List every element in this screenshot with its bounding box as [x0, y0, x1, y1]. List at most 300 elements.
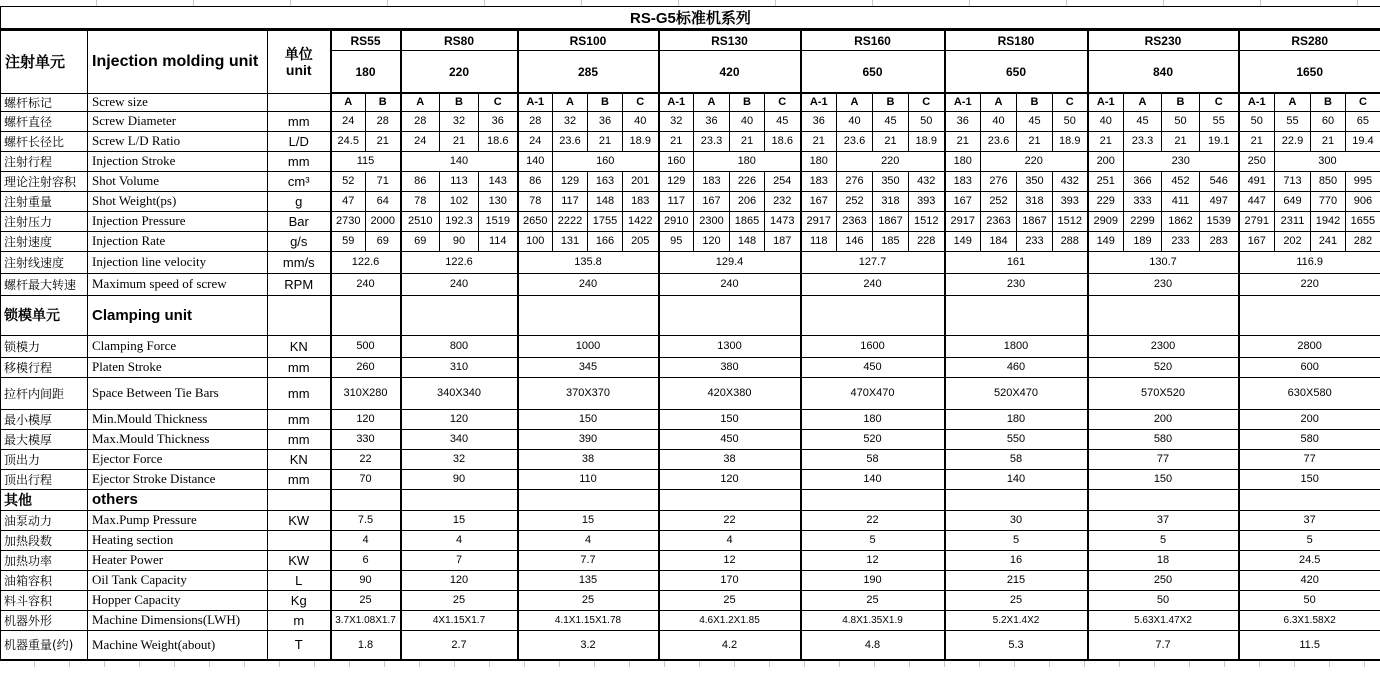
spec-cell: 166: [588, 231, 623, 251]
spec-cell: 135.8: [518, 251, 659, 273]
spec-cell: 1800: [945, 335, 1088, 357]
model-header: RS55: [331, 30, 401, 51]
spec-cell: 58: [945, 449, 1088, 469]
spec-cell: [1239, 489, 1380, 510]
row-unit: T: [268, 630, 331, 660]
row-label-en: Machine Weight(about): [88, 630, 268, 660]
section-injection-label-en: Injection molding unit: [88, 30, 268, 94]
row-unit: cm³: [268, 171, 331, 191]
spec-cell: 713: [1275, 171, 1311, 191]
spec-cell: 220: [1239, 273, 1380, 295]
row-unit: L: [268, 570, 331, 590]
spec-cell: 150: [1239, 469, 1380, 489]
row-unit: [268, 489, 331, 510]
spec-cell: 23.3: [694, 131, 730, 151]
spec-cell: A: [837, 93, 873, 111]
spec-cell: 2300: [694, 211, 730, 231]
spec-cell: 120: [659, 469, 801, 489]
spec-cell: [1088, 489, 1239, 510]
spec-cell: 420X380: [659, 377, 801, 409]
row-unit: mm: [268, 111, 331, 131]
row-oil-tank: [1, 570, 1380, 590]
spec-cell: 140: [801, 469, 945, 489]
row-label-cn: 移模行程: [1, 357, 88, 377]
spec-cell: 2800: [1239, 335, 1380, 357]
spec-cell: 114: [479, 231, 518, 251]
row-platen-stroke: [1, 357, 1380, 377]
spec-cell: 580: [1239, 429, 1380, 449]
spec-cell: 1512: [1053, 211, 1088, 231]
spec-cell: 21: [945, 131, 981, 151]
row-label-cn: 螺杆长径比: [1, 131, 88, 151]
spec-cell: 129.4: [659, 251, 801, 273]
spec-cell: 45: [1124, 111, 1162, 131]
row-label-en: Min.Mould Thickness: [88, 409, 268, 429]
spec-cell: 102: [440, 191, 479, 211]
spec-cell: 115: [331, 151, 401, 171]
row-unit: mm: [268, 357, 331, 377]
spec-cell: 1.8: [331, 630, 401, 660]
spec-cell: 184: [981, 231, 1017, 251]
spec-cell: 18.6: [479, 131, 518, 151]
spec-cell: 2910: [659, 211, 694, 231]
model-header: RS280: [1239, 30, 1380, 51]
spec-cell: 47: [331, 191, 366, 211]
spec-cell: 58: [801, 449, 945, 469]
spec-cell: 240: [801, 273, 945, 295]
model-header: RS80: [401, 30, 518, 51]
spec-cell: 32: [440, 111, 479, 131]
spec-cell: [1088, 295, 1239, 335]
row-label-en: Clamping Force: [88, 335, 268, 357]
row-label-en: Injection Rate: [88, 231, 268, 251]
capacity-value: 1650: [1239, 51, 1380, 94]
spec-cell: 1422: [623, 211, 659, 231]
section-injection-label-cn: 注射单元: [1, 30, 88, 94]
spec-cell: 19.1: [1200, 131, 1239, 151]
spec-cell: 78: [518, 191, 553, 211]
spec-cell: 160: [553, 151, 659, 171]
row-label-cn: 理论注射容积: [1, 171, 88, 191]
spec-cell: 18.9: [909, 131, 945, 151]
spec-cell: 45: [765, 111, 801, 131]
spec-cell: 36: [801, 111, 837, 131]
spec-cell: 5: [1088, 530, 1239, 550]
spec-cell: A: [553, 93, 588, 111]
row-label-cn: 最大模厚: [1, 429, 88, 449]
spec-cell: 6: [331, 550, 401, 570]
spec-cell: 52: [331, 171, 366, 191]
spec-cell: 4.6X1.2X1.85: [659, 610, 801, 630]
spec-cell: 1519: [479, 211, 518, 231]
spec-cell: 447: [1239, 191, 1275, 211]
spec-cell: 460: [945, 357, 1088, 377]
spec-cell: B: [366, 93, 401, 111]
spec-cell: 1655: [1346, 211, 1380, 231]
spec-cell: 50: [1053, 111, 1088, 131]
spec-cell: 28: [518, 111, 553, 131]
spec-cell: 432: [1053, 171, 1088, 191]
row-label-en: Screw L/D Ratio: [88, 131, 268, 151]
row-label-en: Shot Weight(ps): [88, 191, 268, 211]
spec-cell: C: [1200, 93, 1239, 111]
spec-cell: B: [1162, 93, 1200, 111]
capacity-value: 650: [801, 51, 945, 94]
row-unit: g: [268, 191, 331, 211]
spec-cell: A-1: [1088, 93, 1124, 111]
spec-cell: 167: [945, 191, 981, 211]
spec-cell: 129: [659, 171, 694, 191]
spec-cell: 143: [479, 171, 518, 191]
row-unit: KN: [268, 449, 331, 469]
spec-cell: 183: [694, 171, 730, 191]
spec-cell: 50: [1239, 111, 1275, 131]
spec-cell: 5: [945, 530, 1088, 550]
spec-cell: 38: [518, 449, 659, 469]
unit-column-header-cn: 单位: [284, 45, 313, 62]
spec-cell: [518, 489, 659, 510]
spec-cell: 350: [1017, 171, 1053, 191]
spec-cell: 4.1X1.15X1.78: [518, 610, 659, 630]
spec-cell: 25: [659, 590, 801, 610]
spec-cell: 148: [730, 231, 765, 251]
spec-cell: 55: [1200, 111, 1239, 131]
spec-cell: 4.8X1.35X1.9: [801, 610, 945, 630]
row-injection-rate: [1, 231, 1380, 251]
spec-cell: 5.63X1.47X2: [1088, 610, 1239, 630]
spec-cell: 21: [588, 131, 623, 151]
spec-cell: 160: [659, 151, 694, 171]
spec-cell: 2363: [837, 211, 873, 231]
spec-cell: 78: [401, 191, 440, 211]
row-label-en: Screw Diameter: [88, 111, 268, 131]
spec-cell: 86: [518, 171, 553, 191]
spec-cell: 23.6: [837, 131, 873, 151]
spec-cell: 340: [401, 429, 518, 449]
spec-cell: 180: [801, 151, 837, 171]
spec-cell: 16: [945, 550, 1088, 570]
spec-cell: 50: [909, 111, 945, 131]
spec-cell: 470X470: [801, 377, 945, 409]
row-label-cn: 锁模力: [1, 335, 88, 357]
row-max-mould: [1, 429, 1380, 449]
row-label-en: Maximum speed of screw: [88, 273, 268, 295]
spec-cell: 283: [1200, 231, 1239, 251]
spec-cell: 86: [401, 171, 440, 191]
spec-cell: 2917: [801, 211, 837, 231]
spec-cell: 7.7: [1088, 630, 1239, 660]
spec-cell: 2650: [518, 211, 553, 231]
row-label-en: Machine Dimensions(LWH): [88, 610, 268, 630]
spec-cell: 215: [945, 570, 1088, 590]
spec-cell: A: [401, 93, 440, 111]
spec-cell: 220: [981, 151, 1088, 171]
row-screw-diameter: [1, 111, 1380, 131]
spec-cell: 25: [801, 590, 945, 610]
spec-cell: C: [909, 93, 945, 111]
spec-cell: A: [1275, 93, 1311, 111]
spec-cell: 630X580: [1239, 377, 1380, 409]
spec-cell: A: [981, 93, 1017, 111]
spec-cell: 241: [1311, 231, 1346, 251]
row-tie-bars: [1, 377, 1380, 409]
spec-cell: 21: [730, 131, 765, 151]
row-label-en: Heater Power: [88, 550, 268, 570]
spec-cell: 146: [837, 231, 873, 251]
spec-cell: 21: [440, 131, 479, 151]
row-ejector-force: [1, 449, 1380, 469]
spec-cell: 205: [623, 231, 659, 251]
spec-cell: 2222: [553, 211, 588, 231]
spec-cell: 276: [981, 171, 1017, 191]
row-screw-size: [1, 93, 1380, 111]
spec-cell: 21: [1162, 131, 1200, 151]
spec-cell: C: [1053, 93, 1088, 111]
spec-cell: 190: [801, 570, 945, 590]
spec-cell: 4: [659, 530, 801, 550]
capacity-value: 420: [659, 51, 801, 94]
spec-cell: 497: [1200, 191, 1239, 211]
spec-cell: 4: [518, 530, 659, 550]
row-unit: Kg: [268, 590, 331, 610]
spec-cell: 22: [801, 510, 945, 530]
spec-cell: C: [479, 93, 518, 111]
spec-cell: 254: [765, 171, 801, 191]
row-label-cn: 螺杆最大转速: [1, 273, 88, 295]
row-shot-weight: [1, 191, 1380, 211]
spec-cell: 520: [801, 429, 945, 449]
spec-cell: 140: [401, 151, 518, 171]
spec-cell: 50: [1088, 590, 1239, 610]
spec-cell: 113: [440, 171, 479, 191]
row-unit: mm: [268, 377, 331, 409]
spec-cell: 110: [518, 469, 659, 489]
spec-cell: A-1: [518, 93, 553, 111]
spec-cell: 288: [1053, 231, 1088, 251]
spec-cell: 118: [801, 231, 837, 251]
spec-cell: 7: [401, 550, 518, 570]
row-unit: mm: [268, 409, 331, 429]
spec-cell: 3.7X1.08X1.7: [331, 610, 401, 630]
spec-cell: 350: [873, 171, 909, 191]
spec-cell: 150: [659, 409, 801, 429]
row-unit: g/s: [268, 231, 331, 251]
spec-cell: B: [730, 93, 765, 111]
spec-cell: 23.3: [1124, 131, 1162, 151]
spec-cell: 30: [945, 510, 1088, 530]
spec-cell: 122.6: [401, 251, 518, 273]
spec-cell: 100: [518, 231, 553, 251]
spec-cell: 45: [1017, 111, 1053, 131]
spec-cell: 5: [1239, 530, 1380, 550]
spec-cell: 550: [945, 429, 1088, 449]
page-title: RS-G5标准机系列: [1, 7, 1380, 30]
spec-cell: 24: [401, 131, 440, 151]
spec-cell: 310: [401, 357, 518, 377]
row-label-cn: 注射压力: [1, 211, 88, 231]
spec-cell: 6.3X1.58X2: [1239, 610, 1380, 630]
spec-cell: 167: [694, 191, 730, 211]
spec-cell: 32: [401, 449, 518, 469]
row-unit: [268, 530, 331, 550]
spec-cell: 40: [730, 111, 765, 131]
spec-cell: 59: [331, 231, 366, 251]
row-max-screw-speed: [1, 273, 1380, 295]
spec-cell: 450: [801, 357, 945, 377]
spec-cell: [331, 489, 401, 510]
row-clamping-force: [1, 335, 1380, 357]
row-label-en: Screw size: [88, 93, 268, 111]
spec-cell: 185: [873, 231, 909, 251]
spec-cell: 3.2: [518, 630, 659, 660]
spec-cell: 4X1.15X1.7: [401, 610, 518, 630]
row-unit: Bar: [268, 211, 331, 231]
spec-cell: 70: [331, 469, 401, 489]
spec-cell: 200: [1088, 151, 1124, 171]
row-unit: mm: [268, 429, 331, 449]
row-ld-ratio: [1, 131, 1380, 151]
spec-cell: 122.6: [331, 251, 401, 273]
row-line-velocity: [1, 251, 1380, 273]
spec-cell: 330: [331, 429, 401, 449]
spec-cell: 192.3: [440, 211, 479, 231]
spec-cell: [401, 489, 518, 510]
row-label-en: Injection Stroke: [88, 151, 268, 171]
spec-cell: [331, 295, 401, 335]
capacity-value: 180: [331, 51, 401, 94]
row-label-en: Heating section: [88, 530, 268, 550]
row-label-en: Max.Mould Thickness: [88, 429, 268, 449]
row-unit: KW: [268, 550, 331, 570]
row-unit: mm: [268, 151, 331, 171]
row-machine-weight: [1, 630, 1380, 660]
row-label-en: Space Between Tie Bars: [88, 377, 268, 409]
spec-cell: 5.3: [945, 630, 1088, 660]
spec-cell: 120: [331, 409, 401, 429]
spec-cell: 40: [623, 111, 659, 131]
spec-cell: 393: [909, 191, 945, 211]
row-unit: mm/s: [268, 251, 331, 273]
spec-cell: 135: [518, 570, 659, 590]
spec-cell: 1867: [873, 211, 909, 231]
spec-cell: 300: [1275, 151, 1380, 171]
spec-cell: 5.2X1.4X2: [945, 610, 1088, 630]
row-label-cn: 最小模厚: [1, 409, 88, 429]
spec-cell: 520: [1088, 357, 1239, 377]
spec-cell: 37: [1239, 510, 1380, 530]
model-header-row: [1, 30, 1380, 51]
spec-cell: 282: [1346, 231, 1380, 251]
spec-cell: 187: [765, 231, 801, 251]
spec-cell: 2311: [1275, 211, 1311, 231]
spec-cell: 340X340: [401, 377, 518, 409]
spec-cell: 149: [1088, 231, 1124, 251]
spec-cell: 24: [331, 111, 366, 131]
row-injection-pressure: [1, 211, 1380, 231]
spec-cell: 1862: [1162, 211, 1200, 231]
spec-cell: 12: [801, 550, 945, 570]
row-min-mould: [1, 409, 1380, 429]
row-hopper: [1, 590, 1380, 610]
row-label-cn: 锁模单元: [1, 295, 88, 335]
spec-cell: 520X470: [945, 377, 1088, 409]
spec-cell: 370X370: [518, 377, 659, 409]
spec-cell: [659, 489, 801, 510]
row-label-cn: 油箱容积: [1, 570, 88, 590]
row-pump-pressure: [1, 510, 1380, 530]
spec-cell: 170: [659, 570, 801, 590]
spec-cell: 411: [1162, 191, 1200, 211]
row-label-cn: 顶出行程: [1, 469, 88, 489]
spec-cell: 220: [837, 151, 945, 171]
spec-cell: 233: [1017, 231, 1053, 251]
spec-cell: 163: [588, 171, 623, 191]
spec-cell: C: [1346, 93, 1380, 111]
spec-cell: 23.6: [553, 131, 588, 151]
row-label-en: Hopper Capacity: [88, 590, 268, 610]
row-label-cn: 料斗容积: [1, 590, 88, 610]
row-label-cn: 螺杆直径: [1, 111, 88, 131]
row-heating-section: [1, 530, 1380, 550]
model-header: RS230: [1088, 30, 1239, 51]
spec-cell: 161: [945, 251, 1088, 273]
spec-cell: 2363: [981, 211, 1017, 231]
spec-cell: 50: [1162, 111, 1200, 131]
spec-cell: 1300: [659, 335, 801, 357]
row-label-cn: 加热功率: [1, 550, 88, 570]
spec-cell: 500: [331, 335, 401, 357]
row-label-cn: 拉杆内间距: [1, 377, 88, 409]
spec-cell: 116.9: [1239, 251, 1380, 273]
spec-cell: 260: [331, 357, 401, 377]
spec-cell: 18.6: [765, 131, 801, 151]
spec-cell: B: [1311, 93, 1346, 111]
spec-cell: 38: [659, 449, 801, 469]
row-label-en: Oil Tank Capacity: [88, 570, 268, 590]
spec-cell: 450: [659, 429, 801, 449]
spec-cell: 21: [1088, 131, 1124, 151]
row-unit: KN: [268, 335, 331, 357]
row-label-cn: 其他: [1, 489, 88, 510]
spec-cell: 318: [873, 191, 909, 211]
spec-cell: 12: [659, 550, 801, 570]
spec-cell: 233: [1162, 231, 1200, 251]
row-label-en: Platen Stroke: [88, 357, 268, 377]
spec-cell: 22: [331, 449, 401, 469]
spec-cell: 432: [909, 171, 945, 191]
row-others-section: [1, 489, 1380, 510]
spec-cell: 183: [623, 191, 659, 211]
capacity-value: 650: [945, 51, 1088, 94]
spec-cell: 380: [659, 357, 801, 377]
spec-cell: 995: [1346, 171, 1380, 191]
spec-cell: 22.9: [1275, 131, 1311, 151]
spec-cell: 64: [366, 191, 401, 211]
spec-cell: 25: [331, 590, 401, 610]
spec-cell: 95: [659, 231, 694, 251]
spec-cell: 90: [331, 570, 401, 590]
spec-cell: 4: [401, 530, 518, 550]
spec-cell: 1473: [765, 211, 801, 231]
spec-cell: 45: [873, 111, 909, 131]
spec-cell: 5: [801, 530, 945, 550]
spec-cell: 21: [1017, 131, 1053, 151]
row-unit: RPM: [268, 273, 331, 295]
row-shot-volume: [1, 171, 1380, 191]
spec-cell: A-1: [801, 93, 837, 111]
row-label-cn: 注射速度: [1, 231, 88, 251]
spec-cell: 65: [1346, 111, 1380, 131]
